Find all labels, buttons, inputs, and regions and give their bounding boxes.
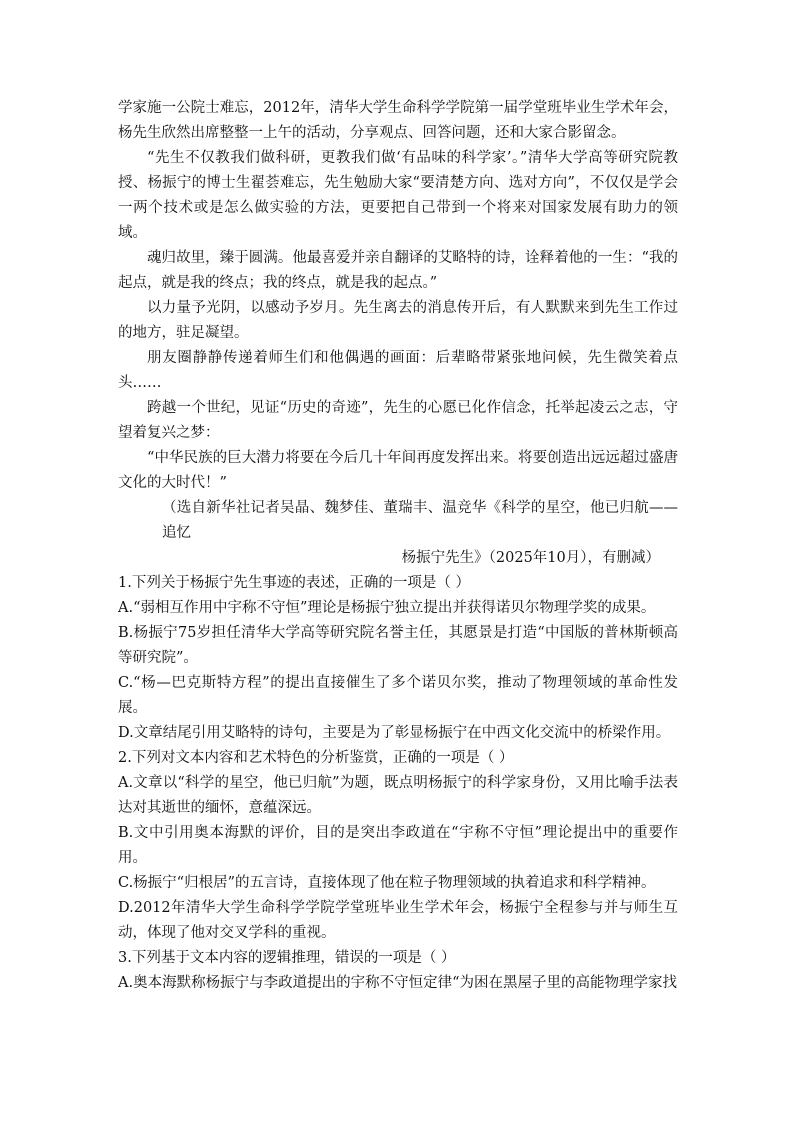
article-source-tail: 杨振宁先生》（2025年10月），有删减）	[401, 550, 660, 566]
question-option: D.2012年清华大学生命科学学院学堂班毕业生学术年会，杨振宁全程参与并与师生互动，体现了他对交叉学科的重视。	[118, 900, 678, 941]
article-paragraph: 以力量予光阴，以感动予岁月。先生离去的消息传开后，有人默默来到先生工作过的地方，驻足凝望。	[118, 300, 678, 341]
document-body	[118, 96, 678, 996]
question-option: A.文章以“科学的星空，他已归航”为题，既点明杨振宁的科学家身份，又用比喻手法表达对其逝世的缅怀，意蕴深远。	[118, 775, 678, 816]
article-quote: “中华民族的巨大潜力将要在今后几十年间再度发挥出来。将要创造出远远超过盛唐文化的大时代！”	[118, 450, 678, 491]
question-option: B.杨振宁75岁担任清华大学高等研究院名誉主任，其愿景是打造“中国版的普林斯顿高等研究院”。	[118, 625, 678, 666]
question-option: A.“弱相互作用中宇称不守恒”理论是杨振宁独立提出并获得诺贝尔物理学奖的成果。	[118, 600, 656, 616]
question-stem: 3.下列基于文本内容的逻辑推理，错误的一项是（ ）	[118, 950, 456, 966]
question-option: C.杨振宁“归根居”的五言诗，直接体现了他在粒子物理领域的执着追求和科学精神。	[118, 875, 656, 891]
question-option: C.“杨—巴克斯特方程”的提出直接催生了多个诺贝尔奖，推动了物理领域的革命性发展。	[118, 675, 678, 716]
article-paragraph: 魂归故里，臻于圆满。他最喜爱并亲自翻译的艾略特的诗，诠释着他的一生：“我的起点，就是我的终点；我的终点，就是我的起点。”	[118, 250, 678, 291]
article-paragraph: “先生不仅教我们做科研，更教我们做‘有品味的科学家’。”清华大学高等研究院教授、杨振宁的博士生翟荟难忘，先生勉励大家“要清楚方向、选对方向”，不仅仅是学会一两个技术或是怎么做实验的方法，更要把自己带到一个将来对国家发展有助力的领域。	[118, 150, 678, 241]
article-paragraph: 朋友圈静静传递着师生们和他偶遇的画面：后辈略带紧张地问候，先生微笑着点头……	[118, 350, 678, 391]
question-option: A.奥本海默称杨振宁与李政道提出的宇称不守恒定律“为困在黑屋子里的高能物理学家找	[118, 975, 677, 991]
article-paragraph: 跨越一个世纪，见证“历史的奇迹”，先生的心愿已化作信念，托举起凌云之志，守望着复兴之梦：	[118, 400, 678, 441]
article-paragraph: 学家施一公院士难忘，2012年，清华大学生命科学学院第一届学堂班毕业生学术年会，杨先生欣然出席整整一上午的活动，分享观点、回答问题，还和大家合影留念。	[118, 100, 678, 141]
article-source: （选自新华社记者吴晶、魏梦佳、董瑞丰、温竞华《科学的星空，他已归航——追忆	[162, 500, 678, 541]
question-option: D.文章结尾引用艾略特的诗句，主要是为了彰显杨振宁在中西文化交流中的桥梁作用。	[118, 725, 671, 741]
question-stem: 2.下列对文本内容和艺术特色的分析鉴赏，正确的一项是（ ）	[118, 750, 514, 766]
question-stem: 1.下列关于杨振宁先生事迹的表述，正确的一项是（ ）	[118, 575, 470, 591]
question-option: B.文中引用奥本海默的评价，目的是突出李政道在“宇称不守恒”理论提出中的重要作用。	[118, 825, 678, 866]
